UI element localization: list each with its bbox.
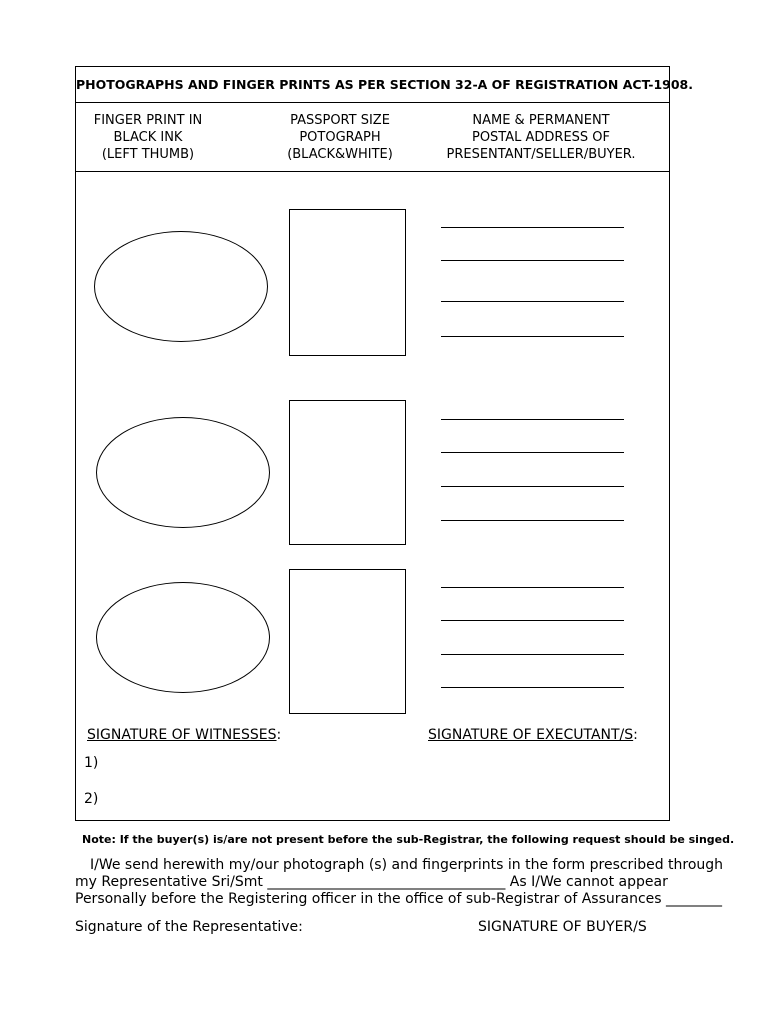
signature-executants-label	[428, 727, 638, 743]
name-address-line[interactable]	[441, 260, 624, 261]
column-header-row	[76, 102, 669, 172]
paragraph-line: my Representative Sri/Smt __________________________________ As I/We cannot appear	[75, 874, 668, 890]
heading-line: PASSPORT SIZE	[290, 113, 390, 128]
signature-buyer-label: SIGNATURE OF BUYER/S	[478, 919, 647, 935]
name-address-line[interactable]	[441, 301, 624, 302]
column-photograph-heading	[276, 112, 404, 163]
witness-1-marker: 1)	[84, 755, 99, 771]
signature-executants-text: SIGNATURE OF EXECUTANT/S	[428, 727, 634, 743]
name-address-line[interactable]	[441, 620, 624, 621]
heading-line: (LEFT THUMB)	[101, 147, 195, 162]
photo-box-1[interactable]	[289, 209, 406, 356]
label-colon: :	[276, 727, 282, 743]
name-address-line[interactable]	[441, 419, 624, 420]
name-address-line[interactable]	[441, 687, 624, 688]
heading-line: PRESENTANT/SELLER/BUYER.	[446, 147, 636, 162]
name-address-line[interactable]	[441, 452, 624, 453]
name-address-line[interactable]	[441, 587, 624, 588]
signature-witnesses-text: SIGNATURE OF WITNESSES	[87, 727, 277, 743]
witness-2-marker: 2)	[84, 791, 99, 807]
fingerprint-oval-3[interactable]	[96, 582, 270, 693]
heading-line: POSTAL ADDRESS OF	[471, 130, 611, 145]
fingerprint-oval-1[interactable]	[94, 231, 268, 342]
form-title: PHOTOGRAPHS AND FINGER PRINTS AS PER SECTION 32-A OF REGISTRATION ACT-1908.	[76, 67, 669, 103]
photo-box-2[interactable]	[289, 400, 406, 545]
request-paragraph	[75, 857, 724, 908]
name-address-line[interactable]	[441, 486, 624, 487]
label-colon: :	[633, 727, 638, 743]
name-address-line[interactable]	[441, 654, 624, 655]
heading-line: FINGER PRINT IN	[93, 113, 203, 128]
heading-line: (BLACK&WHITE)	[287, 147, 393, 162]
signature-representative-label: Signature of the Representative:	[75, 919, 303, 935]
photo-box-3[interactable]	[289, 569, 406, 714]
fingerprint-oval-2[interactable]	[96, 417, 270, 528]
heading-line: NAME & PERMANENT	[472, 113, 610, 128]
name-address-line[interactable]	[441, 520, 624, 521]
registration-form-frame	[75, 66, 693, 821]
name-address-line[interactable]	[441, 227, 624, 228]
note-text: Note: If the buyer(s) is/are not present before the sub-Registrar, the following request should be singed.	[82, 833, 735, 846]
signature-witnesses-label	[87, 727, 281, 743]
paragraph-line: I/We send herewith my/our photograph (s) and fingerprints in the form prescribed through	[90, 857, 724, 873]
name-address-line[interactable]	[441, 336, 624, 337]
heading-line: POTOGRAPH	[299, 130, 381, 145]
heading-line: BLACK INK	[113, 130, 183, 145]
column-fingerprint-heading	[93, 112, 203, 163]
column-name-address-heading	[446, 112, 636, 163]
paragraph-line: Personally before the Registering officer in the office of sub-Registrar of Assurances ________	[75, 891, 723, 907]
